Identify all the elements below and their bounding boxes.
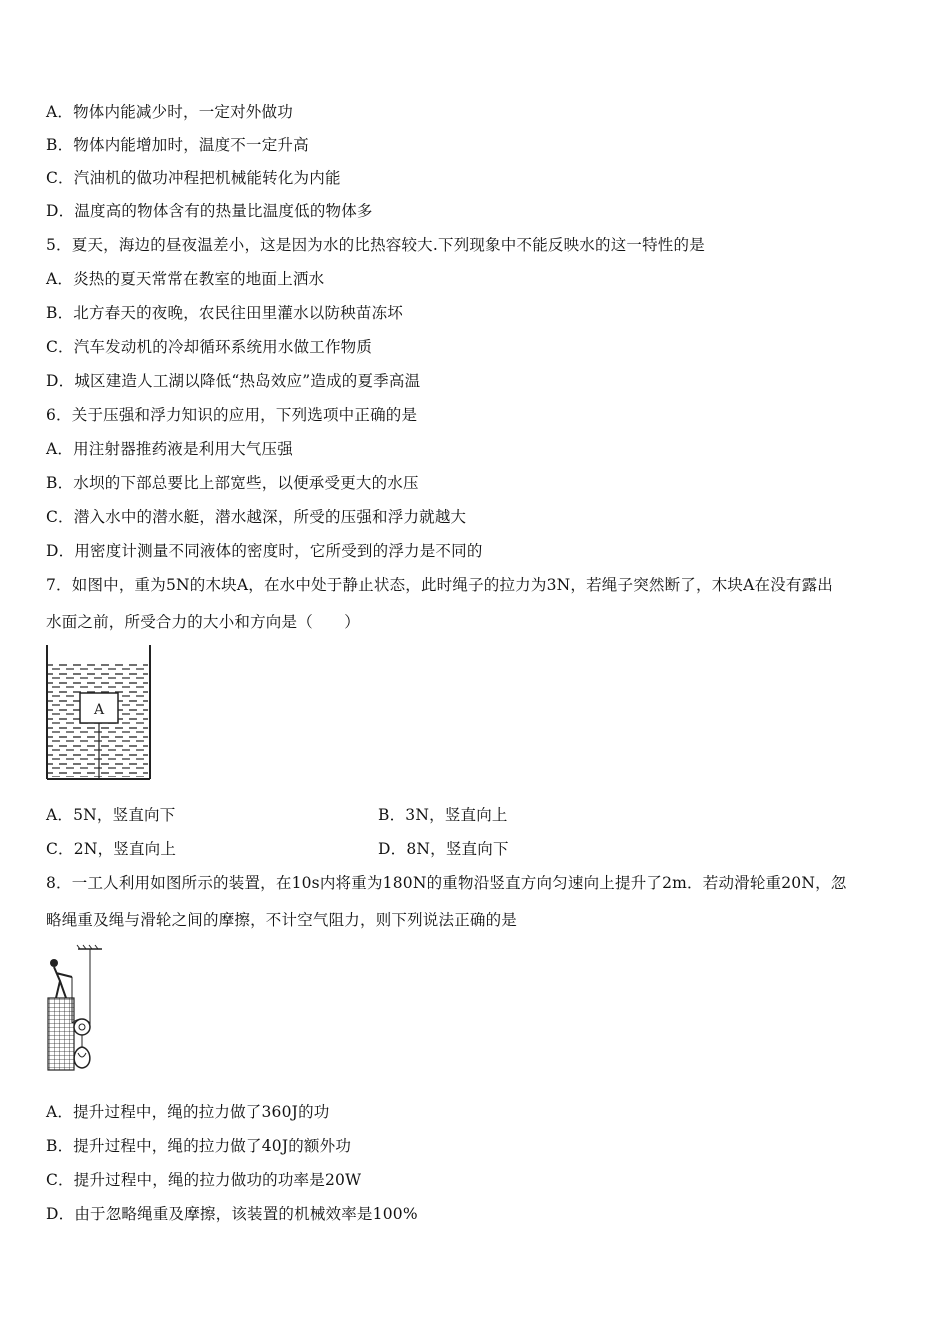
worker-head [50, 959, 58, 967]
q4-option-a: A．物体内能减少时，一定对外做功 [46, 103, 293, 121]
q7-option-b: B．3N，竖直向上 [378, 806, 508, 824]
q6-option-c: C．潜入水中的潜水艇，潜水越深，所受的压强和浮力就越大 [46, 508, 467, 526]
q5-option-b: B．北方春天的夜晚，农民往田里灌水以防秧苗冻坏 [46, 304, 403, 322]
q8-option-b: B．提升过程中，绳的拉力做了40J的额外功 [46, 1137, 352, 1155]
wood-block-label: A [93, 702, 105, 718]
q7-option-d: D．8N，竖直向下 [378, 840, 509, 858]
q8-stem-line1: 8．一工人利用如图所示的装置，在10s内将重为180N的重物沿竖直方向匀速向上提升了2m．若动滑轮重20N，忽 [46, 874, 847, 892]
q5-option-c: C．汽车发动机的冷却循环系统用水做工作物质 [46, 338, 373, 356]
q7-stem-line1: 7．如图中，重为5N的木块A，在水中处于静止状态，此时绳子的拉力为3N，若绳子突然断了，木块A在没有露出 [46, 576, 834, 594]
q6-option-d: D．用密度计测量不同液体的密度时，它所受到的浮力是不同的 [46, 542, 483, 560]
q7-option-c: C．2N，竖直向上 [46, 840, 177, 858]
q4-option-d: D．温度高的物体含有的热量比温度低的物体多 [46, 202, 373, 220]
q5-stem: 5．夏天，海边的昼夜温差小，这是因为水的比热容较大.下列现象中不能反映水的这一特性的是 [46, 236, 705, 254]
q7-stem-line2: 水面之前，所受合力的大小和方向是（ ） [46, 613, 361, 631]
q4-option-b: B．物体内能增加时，温度不一定升高 [46, 136, 309, 154]
q7-option-a: A．5N，竖直向下 [46, 806, 176, 824]
q6-option-a: A．用注射器推药液是利用大气压强 [46, 440, 293, 458]
q5-option-a: A．炎热的夏天常常在教室的地面上洒水 [46, 270, 325, 288]
brick-wall [48, 998, 74, 1070]
q6-stem: 6．关于压强和浮力知识的应用，下列选项中正确的是 [46, 406, 418, 424]
q8-option-a: A．提升过程中，绳的拉力做了360J的功 [46, 1103, 330, 1121]
q8-stem-line2: 略绳重及绳与滑轮之间的摩擦，不计空气阻力，则下列说法正确的是 [46, 911, 518, 929]
q8-figure-pulley [44, 943, 108, 1073]
q8-option-d: D．由于忽略绳重及摩擦，该装置的机械效率是100% [46, 1205, 418, 1223]
q4-option-c: C．汽油机的做功冲程把机械能转化为内能 [46, 169, 341, 187]
q7-figure-water-tank [44, 643, 154, 783]
q6-option-b: B．水坝的下部总要比上部宽些，以便承受更大的水压 [46, 474, 419, 492]
q8-option-c: C．提升过程中，绳的拉力做功的功率是20W [46, 1171, 362, 1189]
q5-option-d: D．城区建造人工湖以降低“热岛效应”造成的夏季高温 [46, 372, 421, 390]
